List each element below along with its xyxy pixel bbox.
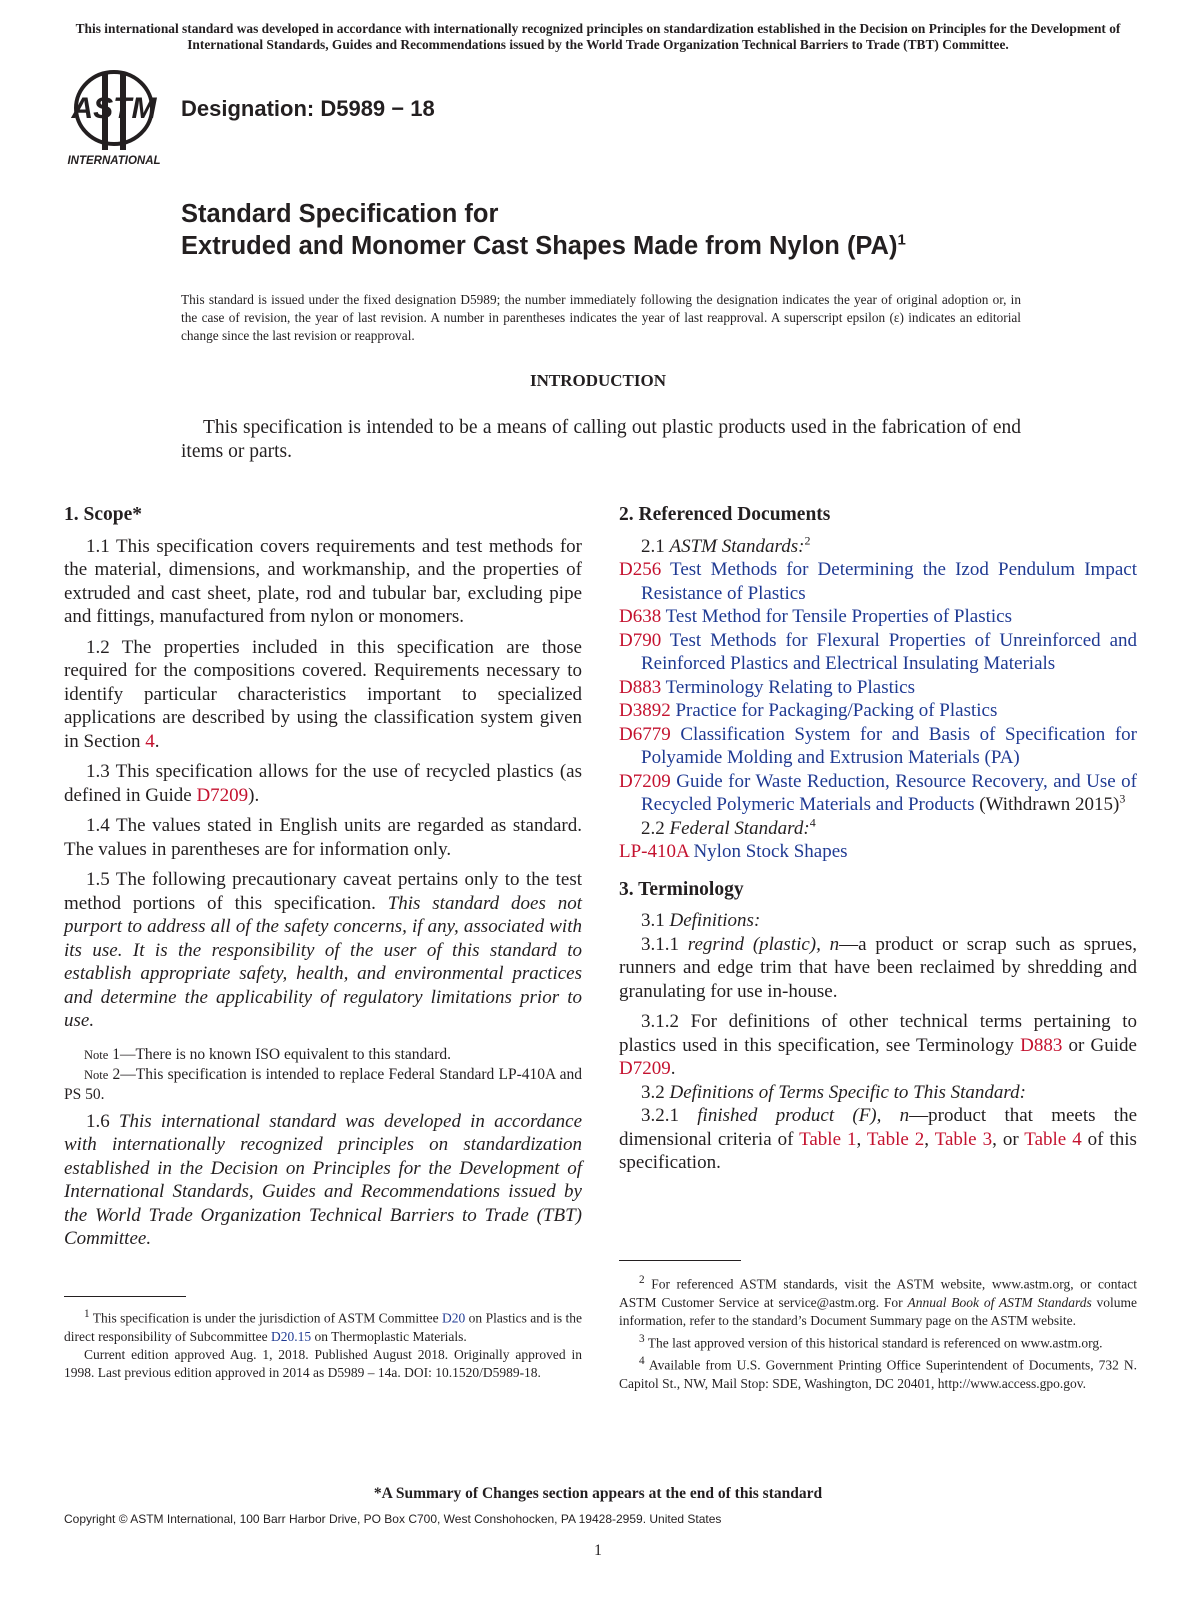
ref-d790	[619, 629, 1137, 676]
ref-code[interactable]: D883	[619, 676, 662, 698]
term-finished-product-end: of this specification.	[619, 1128, 1137, 1173]
scope-1-2-end: .	[154, 730, 160, 752]
scope-1-6	[64, 1110, 582, 1251]
footnote-1	[64, 1305, 582, 1346]
note-1	[64, 1045, 582, 1065]
footnote-3	[619, 1330, 1137, 1353]
terminology-3-1-2	[619, 1010, 1137, 1081]
issued-note: This standard is issued under the fixed designation D5989; the number immediately following the designation indicates the year of original adoption or, in the case of revision, the year of last revision. A number in parentheses indicates the year of last reapproval. A superscript epsilon (ε) indicates an editorial change since the last revision or reapproval.	[181, 292, 1021, 343]
terminology-3-2-num: 3.2	[641, 1081, 670, 1103]
astm-logo-icon	[64, 68, 168, 168]
footnotes-left	[64, 1296, 582, 1382]
astm-standards-fn: 2	[804, 533, 811, 548]
footnote-2-mark: 2	[639, 1274, 645, 1286]
footnotes-right	[619, 1260, 1137, 1393]
separator: ,	[924, 1128, 935, 1150]
terminology-3-2	[619, 1081, 1137, 1105]
d883-link[interactable]: D883	[1020, 1034, 1063, 1056]
scope-1-3-end: ).	[248, 784, 260, 806]
table-1-link[interactable]: Table 1	[799, 1128, 857, 1150]
ref-code[interactable]: D6779	[619, 723, 671, 745]
logo-text: ASTM	[71, 92, 157, 125]
ref-title[interactable]: Test Methods for Flexural Properties of Unreinforced and Reinforced Plastics and Electrical Insulating Materials	[641, 629, 1137, 674]
terminology-3-1	[619, 909, 1137, 933]
footnote-3-text: The last approved version of this historical standard is referenced on www.astm.org.	[644, 1335, 1103, 1350]
terminology-3-1-label: Definitions:	[669, 910, 761, 931]
table-3-link[interactable]: Table 3	[934, 1128, 993, 1150]
ref-d256	[619, 558, 1137, 605]
title-footnote-mark: 1	[897, 231, 906, 249]
referenced-documents-heading: 2. Referenced Documents	[619, 504, 831, 525]
left-column	[64, 503, 582, 1258]
term-finished-product: finished product (F), n	[697, 1105, 910, 1126]
scope-1-5	[64, 868, 582, 1033]
terminology-3-2-1	[619, 1104, 1137, 1175]
footnote-3-mark: 3	[639, 1332, 645, 1345]
ref-code[interactable]: LP-410A	[619, 841, 689, 862]
footnote-4	[619, 1352, 1137, 1393]
ref-d638	[619, 605, 1137, 629]
scope-heading: 1. Scope*	[64, 504, 142, 525]
subcommittee-d20-15-link[interactable]: D20.15	[270, 1328, 312, 1344]
ref-d883	[619, 676, 1137, 700]
footnote-4-mark: 4	[639, 1355, 645, 1367]
terminology-3-2-1-num: 3.2.1	[641, 1105, 698, 1126]
ref-lp410a	[619, 840, 1137, 864]
note-2-text: 2—This specification is intended to replace Federal Standard LP-410A and PS 50.	[64, 1065, 582, 1103]
ref-title[interactable]: Test Method for Tensile Properties of Plastics	[665, 606, 1012, 627]
federal-standard-label	[619, 817, 1137, 841]
d7209-link[interactable]: D7209	[619, 1058, 671, 1079]
footnote-2	[619, 1271, 1137, 1330]
table-4-link[interactable]: Table 4	[1024, 1128, 1082, 1150]
footnote-1-text-c: on Thermoplastic Materials.	[311, 1328, 467, 1344]
federal-standard-text: Federal Standard:	[669, 817, 810, 839]
term-regrind: regrind (plastic), n	[687, 933, 840, 955]
copyright: Copyright © ASTM International, 100 Barr Harbor Drive, PO Box C700, West Conshohocken, PA 19428-2959. United States	[64, 1512, 722, 1526]
ref-title[interactable]: Guide for Waste Reduction, Resource Recovery, and Use of Recycled Polymeric Materials and Products	[641, 770, 1138, 815]
ref-code[interactable]: D638	[619, 606, 662, 627]
federal-standard-num: 2.2	[641, 817, 670, 839]
footnote-2-text: For referenced ASTM standards, visit the ASTM website, www.astm.org, or contact ASTM Customer Service at service@astm.org. For	[619, 1276, 1137, 1310]
terminology-3-1-2-end: .	[670, 1058, 676, 1079]
astm-standards-label	[619, 535, 1137, 559]
ref-code[interactable]: D256	[619, 559, 662, 580]
footnote-1-edition: Current edition approved Aug. 1, 2018. Published August 2018. Originally approved in 1998. Last previous edition approved in 2014 as D5989 – 14a. DOI: 10.1520/D5989-18.	[64, 1346, 582, 1380]
scope-1-6-text: This international standard was developed in accordance with internationally recognized principles on standardization established in the Decision on Principles for the Development of International Standards, Guides and Recommendations issued by the World Trade Organization Technical Barriers to Trade (TBT) Committee.	[64, 1110, 583, 1249]
document-title	[181, 198, 1061, 262]
summary-of-changes-note: *A Summary of Changes section appears at the end of this standard	[373, 1485, 823, 1502]
committee-d20-link[interactable]: D20	[442, 1310, 466, 1326]
terminology-heading: 3. Terminology	[619, 878, 744, 900]
scope-1-4: 1.4 The values stated in English units are regarded as standard. The values in parentheses are for information only.	[64, 815, 582, 860]
footnote-4-text: Available from U.S. Government Printing Office Superintendent of Documents, 732 N. Capitol St., NW, Mail Stop: SDE, Washington, DC 20401, http://www.access.gpo.gov.	[619, 1357, 1137, 1391]
introduction-text: This specification is intended to be a means of calling out plastic products used in the fabrication of end items or parts.	[181, 417, 1021, 462]
terminology-3-1-1-num: 3.1.1	[641, 933, 688, 955]
title-line-1: Standard Specification for	[181, 200, 499, 228]
section-4-link[interactable]: 4	[145, 730, 155, 752]
ref-d6779	[619, 723, 1137, 770]
astm-standards-num: 2.1	[641, 535, 670, 557]
astm-standards-text: ASTM Standards:	[669, 535, 805, 557]
scope-1-3	[64, 760, 582, 807]
ref-withdrawn-note: (Withdrawn 2015)	[974, 794, 1120, 815]
title-line-2-text: Extruded and Monomer Cast Shapes Made from Nylon (PA)	[181, 232, 898, 260]
ref-code[interactable]: D7209	[619, 770, 671, 792]
federal-standard-fn: 4	[809, 815, 816, 830]
ref-title[interactable]: Practice for Packaging/Packing of Plastics	[675, 700, 998, 721]
note-2-label: Note	[84, 1067, 109, 1082]
footnote-1-mark: 1	[84, 1308, 90, 1320]
note-1-text: 1—There is no known ISO equivalent to this standard.	[108, 1045, 451, 1063]
table-2-link[interactable]: Table 2	[866, 1128, 925, 1150]
scope-1-6-num: 1.6	[86, 1110, 119, 1132]
header-note: This international standard was developed in accordance with internationally recognized principles on standardization established in the Decision on Principles for the Development of International Standards, Guides and Recommendations issued by the World Trade Organization Technical Barriers to Trade (TBT) Committee.	[75, 21, 1121, 52]
ref-title[interactable]: Test Methods for Determining the Izod Pendulum Impact Resistance of Plastics	[641, 559, 1137, 604]
astm-logo	[64, 68, 168, 168]
footnote-2-italic: Annual Book of ASTM Standards	[907, 1294, 1092, 1310]
scope-1-3-text: 1.3 This specification allows for the use of recycled plastics (as defined in Guide	[64, 761, 582, 806]
terminology-3-1-num: 3.1	[641, 910, 670, 931]
scope-1-1: 1.1 This specification covers requirements and test methods for the material, dimensions, and workmanship, and the properties of extruded and cast sheet, plate, rod and tubular bar, excluding pipe and fittings, manufactured from nylon or monomers.	[64, 535, 582, 627]
ref-title[interactable]: Nylon Stock Shapes	[693, 841, 848, 862]
note-1-label: Note	[84, 1047, 109, 1062]
note-2	[64, 1065, 582, 1104]
ref-title[interactable]: Terminology Relating to Plastics	[665, 676, 915, 698]
terminology-3-1-1	[619, 933, 1137, 1004]
scope-1-5-caveat: This standard does not purport to address all of the safety concerns, if any, associated with its use. It is the responsibility of the user of this standard to establish appropriate safety, health, and environmental practices and determine the applicability of regulatory limitations prior to use.	[64, 892, 582, 1031]
ref-d7209	[619, 770, 1137, 817]
scope-1-2-text: 1.2 The properties included in this specification are those required for the compositions covered. Requirements necessary to identify particular characteristics important to specialized applications are described by using the classification system given in Section	[64, 636, 582, 752]
terminology-3-2-label: Definitions of Terms Specific to This Standard:	[669, 1081, 1026, 1103]
right-column	[619, 503, 1137, 1182]
term-finished-product-definition: —product that meets the dimensional criteria of	[619, 1105, 1137, 1150]
separator: , or	[992, 1128, 1025, 1150]
terminology-3-1-2-text: 3.1.2 For definitions of other technical terms pertaining to plastics used in this specification, see Terminology	[619, 1011, 1137, 1056]
terminology-3-1-2-mid: or Guide	[1062, 1034, 1137, 1056]
ref-code[interactable]: D3892	[619, 700, 671, 721]
footnote-divider	[64, 1296, 186, 1297]
term-regrind-definition: —a product or scrap such as sprues, runners and edge trim that have been reclaimed by shredding and granulating for use in-house.	[619, 933, 1138, 1002]
separator: ,	[856, 1128, 867, 1150]
footnote-2-text-b: volume information, refer to the standard’s Document Summary page on the ASTM website.	[619, 1294, 1138, 1328]
footnote-1-text-b: on Plastics and is the direct responsibility of Subcommittee	[64, 1310, 582, 1344]
title-line-2	[181, 230, 1061, 262]
scope-1-2	[64, 636, 582, 754]
d7209-link[interactable]: D7209	[196, 784, 249, 806]
introduction-heading: INTRODUCTION	[529, 371, 667, 390]
scope-1-5-text: 1.5 The following precautionary caveat pertains only to the test method portions of this specification.	[64, 869, 582, 914]
ref-title[interactable]: Classification System for and Basis of Specification for Polyamide Molding and Extrusion Materials (PA)	[641, 723, 1137, 768]
ref-d3892	[619, 699, 1137, 723]
logo-subtext: INTERNATIONAL	[67, 155, 161, 167]
footnote-divider	[619, 1260, 741, 1261]
footnote-1-text: This specification is under the jurisdiction of ASTM Committee	[89, 1310, 443, 1326]
ref-footnote-mark: 3	[1119, 791, 1126, 806]
designation: Designation: D5989 − 18	[181, 96, 435, 121]
ref-code[interactable]: D790	[619, 629, 662, 651]
page-number: 1	[594, 1542, 602, 1559]
